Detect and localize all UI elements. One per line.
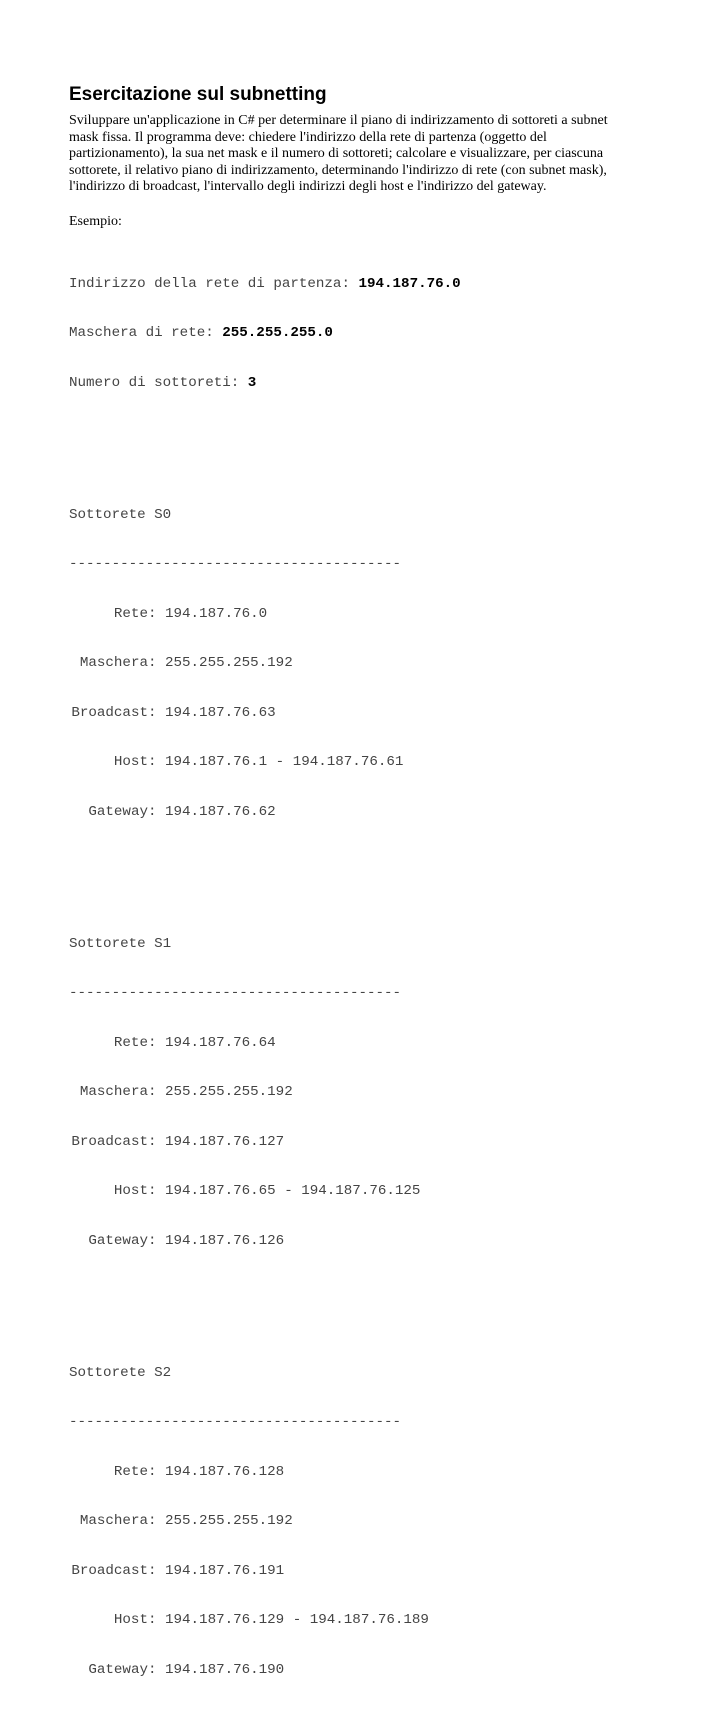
- subnet-gateway-row: [69, 804, 659, 821]
- input-count-line: [69, 375, 659, 392]
- broadcast-value: 194.187.76.191: [165, 1563, 284, 1579]
- input-count-value: 3: [248, 375, 257, 391]
- host-value: 194.187.76.129 - 194.187.76.189: [165, 1612, 429, 1628]
- subnet-host-row: [69, 1183, 659, 1200]
- maschera-label: Maschera:: [69, 1084, 165, 1101]
- subnet-broadcast-row: [69, 1563, 659, 1580]
- subnet-rete-row: [69, 1464, 659, 1481]
- broadcast-value: 194.187.76.127: [165, 1134, 284, 1150]
- subnet-separator: ---------------------------------------: [69, 556, 659, 573]
- subnet-maschera-row: [69, 1084, 659, 1101]
- input-mask-value: 255.255.255.0: [222, 325, 333, 341]
- subnet-header: Sottorete S2: [69, 1365, 659, 1382]
- maschera-label: Maschera:: [69, 655, 165, 672]
- rete-value: 194.187.76.128: [165, 1464, 284, 1480]
- input-network-value: 194.187.76.0: [358, 276, 460, 292]
- subnet-broadcast-row: [69, 705, 659, 722]
- rete-value: 194.187.76.0: [165, 606, 267, 622]
- gateway-value: 194.187.76.126: [165, 1233, 284, 1249]
- subnet-gateway-row: [69, 1662, 659, 1679]
- description-line: l'indirizzo di broadcast, l'intervallo degli indirizzi degli host e l'indirizzo del gateway.: [69, 179, 546, 194]
- document-page: [69, 82, 659, 1711]
- description-line: mask fissa. Il programma deve: chiedere l'indirizzo della rete di partenza (oggetto del: [69, 130, 547, 145]
- subnet-host-row: [69, 1612, 659, 1629]
- input-mask-label: Maschera di rete:: [69, 325, 222, 341]
- host-value: 194.187.76.1 - 194.187.76.61: [165, 754, 403, 770]
- gateway-label: Gateway:: [69, 1233, 165, 1250]
- description-paragraph: [69, 113, 659, 196]
- rete-label: Rete:: [69, 1035, 165, 1052]
- input-network-line: [69, 276, 659, 293]
- host-label: Host:: [69, 1612, 165, 1629]
- rete-label: Rete:: [69, 606, 165, 623]
- subnet-maschera-row: [69, 1513, 659, 1530]
- subnet-broadcast-row: [69, 1134, 659, 1151]
- maschera-value: 255.255.255.192: [165, 655, 293, 671]
- description-line: Sviluppare un'applicazione in C# per determinare il piano di indirizzamento di sottoreti a subnet: [69, 113, 608, 128]
- input-count-label: Numero di sottoreti:: [69, 375, 248, 391]
- subnet-separator: ---------------------------------------: [69, 1414, 659, 1431]
- host-label: Host:: [69, 1183, 165, 1200]
- description-line: partizionamento), la sua net mask e il numero di sottoreti; calcolare e visualizzare, per ciascuna: [69, 146, 603, 161]
- gateway-value: 194.187.76.190: [165, 1662, 284, 1678]
- subnet-header: Sottorete S0: [69, 507, 659, 524]
- subnet-host-row: [69, 754, 659, 771]
- broadcast-value: 194.187.76.63: [165, 705, 276, 721]
- document-title: Esercitazione sul subnetting: [69, 82, 659, 108]
- subnet-rete-row: [69, 1035, 659, 1052]
- example-output: [69, 243, 659, 1711]
- subnet-gateway-row: [69, 1233, 659, 1250]
- broadcast-label: Broadcast:: [69, 1563, 165, 1580]
- broadcast-label: Broadcast:: [69, 705, 165, 722]
- subnet-header: Sottorete S1: [69, 936, 659, 953]
- host-value: 194.187.76.65 - 194.187.76.125: [165, 1183, 420, 1199]
- rete-value: 194.187.76.64: [165, 1035, 276, 1051]
- maschera-value: 255.255.255.192: [165, 1084, 293, 1100]
- gateway-label: Gateway:: [69, 804, 165, 821]
- broadcast-label: Broadcast:: [69, 1134, 165, 1151]
- host-label: Host:: [69, 754, 165, 771]
- input-network-label: Indirizzo della rete di partenza:: [69, 276, 358, 292]
- maschera-value: 255.255.255.192: [165, 1513, 293, 1529]
- input-mask-line: [69, 325, 659, 342]
- subnet-rete-row: [69, 606, 659, 623]
- description-line: sottorete, il relativo piano di indirizzamento, determinando l'indirizzo di rete (con subnet mask),: [69, 163, 607, 178]
- gateway-value: 194.187.76.62: [165, 804, 276, 820]
- example-label: Esempio:: [69, 213, 659, 230]
- subnet-separator: ---------------------------------------: [69, 985, 659, 1002]
- rete-label: Rete:: [69, 1464, 165, 1481]
- maschera-label: Maschera:: [69, 1513, 165, 1530]
- gateway-label: Gateway:: [69, 1662, 165, 1679]
- subnet-maschera-row: [69, 655, 659, 672]
